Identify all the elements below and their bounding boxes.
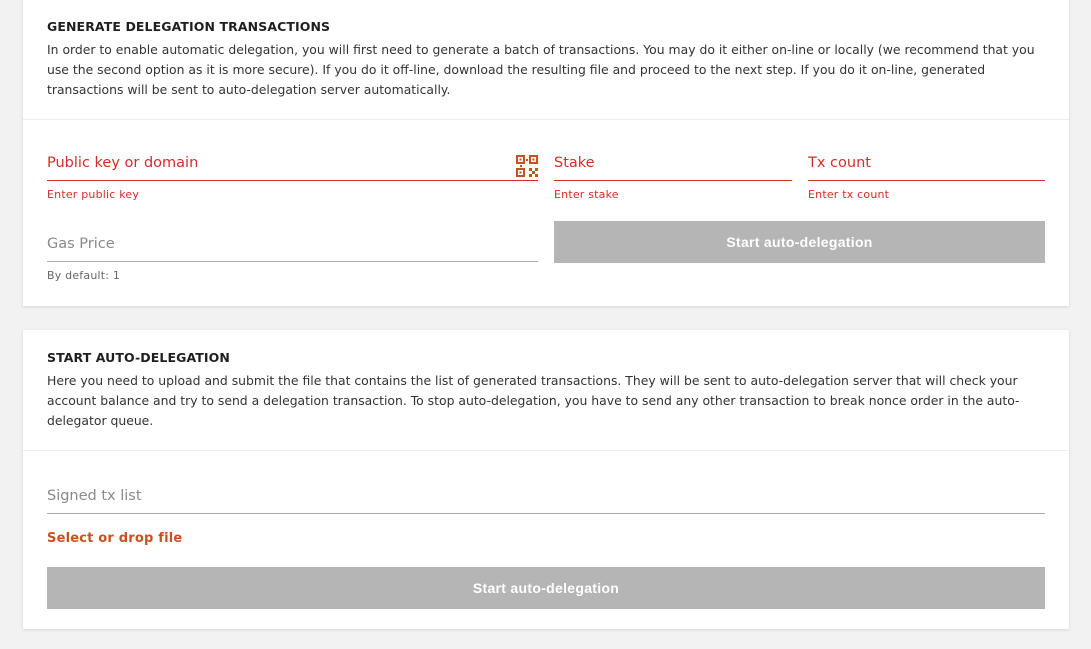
tx-count-hint: Enter tx count bbox=[808, 188, 890, 201]
public-key-input[interactable] bbox=[47, 141, 538, 181]
signed-tx-list-label: Signed tx list bbox=[47, 488, 142, 504]
gas-price-label: Gas Price bbox=[47, 236, 115, 252]
start-auto-delegation-panel bbox=[23, 330, 1069, 629]
gas-price-hint: By default: 1 bbox=[47, 269, 121, 282]
select-file-link[interactable]: Select or drop file bbox=[47, 531, 183, 546]
public-key-field[interactable] bbox=[47, 141, 538, 201]
generate-delegation-panel bbox=[23, 0, 1069, 306]
tx-count-field[interactable] bbox=[808, 141, 1045, 201]
start-auto-delegation-button-generate[interactable]: Start auto-delegation bbox=[554, 221, 1045, 263]
stake-label: Stake bbox=[554, 155, 595, 171]
start-panel-description: Here you need to upload and submit the file that contains the list of generated transactions. They will be sent to auto-delegation server that will check your account balance and try to send a delegation transaction. To stop auto-delegation, you have to send any other transaction to break nonce order in the auto-delegator queue. bbox=[47, 373, 1020, 428]
generate-panel-header bbox=[23, 0, 1069, 120]
stake-field[interactable] bbox=[554, 141, 792, 201]
start-panel-header bbox=[23, 330, 1069, 451]
tx-count-label: Tx count bbox=[808, 155, 871, 171]
public-key-label: Public key or domain bbox=[47, 155, 199, 171]
generate-panel-description: In order to enable automatic delegation, you will first need to generate a batch of transactions. You may do it either on-line or locally (we recommend that you use the second option as it is more secure). If you do it off-line, download the resulting file and proceed to the next step. If you do it on-line, generated transactions will be sent to auto-delegation server automatically. bbox=[47, 42, 1035, 97]
tx-count-input[interactable] bbox=[808, 141, 1045, 181]
gas-price-field[interactable] bbox=[47, 222, 538, 282]
signed-tx-list-input[interactable] bbox=[47, 474, 1045, 514]
signed-tx-list-field[interactable] bbox=[47, 474, 1045, 514]
stake-input[interactable] bbox=[554, 141, 792, 181]
public-key-hint: Enter public key bbox=[47, 188, 140, 201]
generate-panel-title: GENERATE DELEGATION TRANSACTIONS bbox=[47, 19, 331, 34]
gas-price-input[interactable] bbox=[47, 222, 538, 262]
start-panel-title: START AUTO-DELEGATION bbox=[47, 350, 230, 365]
qr-code-icon[interactable] bbox=[516, 155, 538, 177]
start-auto-delegation-button-submit[interactable]: Start auto-delegation bbox=[47, 567, 1045, 609]
stake-hint: Enter stake bbox=[554, 188, 619, 201]
